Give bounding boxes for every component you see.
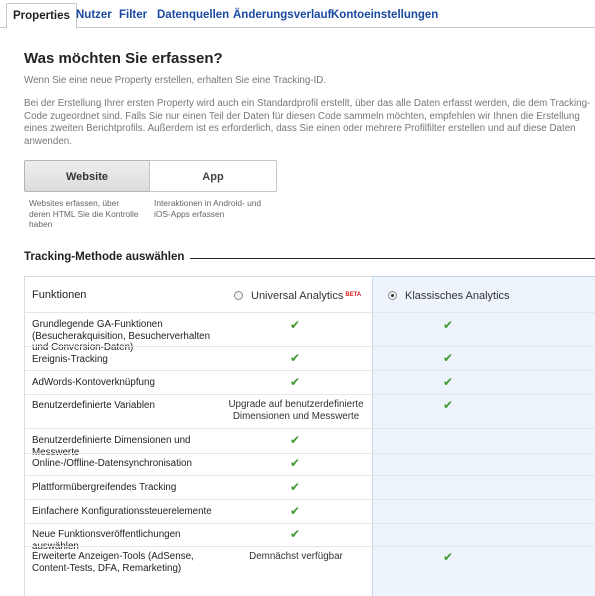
table-row-label: Online-/Offline-Datensynchronisation (32, 458, 192, 469)
table-row-label: Erweiterte Anzeigen-Tools (AdSense, Content-Tests, DFA, Remarketing) (32, 551, 194, 574)
row-divider (24, 370, 595, 371)
universal-analytics-label: Universal Analytics (251, 290, 344, 302)
table-row-label: Neue Funktionsveröffentlichungen auswählen (32, 529, 181, 552)
beta-badge: BETA (345, 292, 362, 298)
row-divider (24, 312, 595, 313)
row-divider (24, 523, 595, 524)
check-icon: ✔ (443, 398, 454, 412)
table-row-label: Benutzerdefinierte Variablen (32, 400, 155, 411)
check-icon: ✔ (290, 527, 301, 541)
check-icon: ✔ (443, 550, 454, 564)
check-icon: ✔ (290, 375, 301, 389)
tab-filter[interactable]: Filter (119, 9, 148, 21)
check-icon: ✔ (290, 433, 301, 447)
check-icon: ✔ (290, 318, 301, 332)
features-column-header: Funktionen (32, 289, 87, 301)
check-icon: ✔ (290, 480, 301, 494)
row-divider (24, 475, 595, 476)
universal-analytics-option[interactable] (234, 290, 361, 302)
row-divider (24, 346, 595, 347)
app-option-description: Interaktionen in Android- und iOS-Apps erfassen (154, 198, 262, 219)
intro-text: Wenn Sie eine neue Property erstellen, erhalten Sie eine Tracking-ID. (24, 75, 327, 86)
website-option-description: Websites erfassen, über deren HTML Sie die Kontrolle haben (29, 198, 139, 230)
description-text: Bei der Erstellung Ihrer ersten Property wird auch ein Standardprofil erstellt, über das alle Daten erfasst werden, die dem Tracking-Code zugeordnet sind. Falls Sie nur einen Teil der Daten für diesen Code sammeln möchten, empfehlen wir Ihnen die Erstellung eines zweiten Berichtprofils. Außerdem ist es erforderlich, dass Sie einen oder mehrere Profilfilter erstellen und auf diese Daten anwenden. (24, 98, 591, 147)
tab-datenquellen[interactable]: Datenquellen (157, 9, 230, 21)
row-divider (24, 394, 595, 395)
app-option-button[interactable]: App (149, 160, 277, 192)
upgrade-note: Upgrade auf benutzerdefinierte Dimensionen und Messwerte (228, 399, 364, 422)
check-icon: ✔ (290, 456, 301, 470)
classic-column-highlight (372, 276, 595, 596)
classic-analytics-option[interactable] (388, 290, 510, 302)
top-tabs (0, 0, 595, 28)
section-title: Tracking-Methode auswählen (24, 251, 185, 263)
tab-properties[interactable]: Properties (6, 3, 77, 29)
table-row-label: Einfachere Konfigurationssteuerelemente (32, 506, 212, 517)
table-row-label: Grundlegende GA-Funktionen (Besucherakquisition, Besucherverhalten und Conversion-Daten) (32, 319, 211, 354)
table-row-label: AdWords-Kontoverknüpfung (32, 377, 155, 388)
table-row-label: Benutzerdefinierte Dimensionen und Messwerte (32, 435, 191, 458)
check-icon: ✔ (290, 351, 301, 365)
tab-kontoeinstellungen[interactable]: Kontoeinstellungen (331, 9, 439, 21)
row-divider (24, 499, 595, 500)
coming-soon-note: Demnächst verfügbar (249, 551, 343, 562)
tab-nutzer[interactable]: Nutzer (76, 9, 112, 21)
classic-analytics-label: Klassisches Analytics (405, 290, 510, 302)
row-divider (24, 428, 595, 429)
table-row-label: Plattformübergreifendes Tracking (32, 482, 177, 493)
row-divider (24, 546, 595, 547)
check-icon: ✔ (443, 318, 454, 332)
website-option-button[interactable]: Website (24, 160, 150, 192)
check-icon: ✔ (290, 504, 301, 518)
tab-aenderungsverlauf[interactable]: Änderungsverlauf (233, 9, 332, 21)
row-divider (24, 453, 595, 454)
check-icon: ✔ (443, 351, 454, 365)
check-icon: ✔ (443, 375, 454, 389)
universal-analytics-radio[interactable] (234, 291, 243, 300)
table-row-label: Ereignis-Tracking (32, 354, 108, 365)
page-title: Was möchten Sie erfassen? (24, 50, 223, 67)
section-divider (190, 258, 595, 259)
classic-analytics-radio[interactable] (388, 291, 397, 300)
